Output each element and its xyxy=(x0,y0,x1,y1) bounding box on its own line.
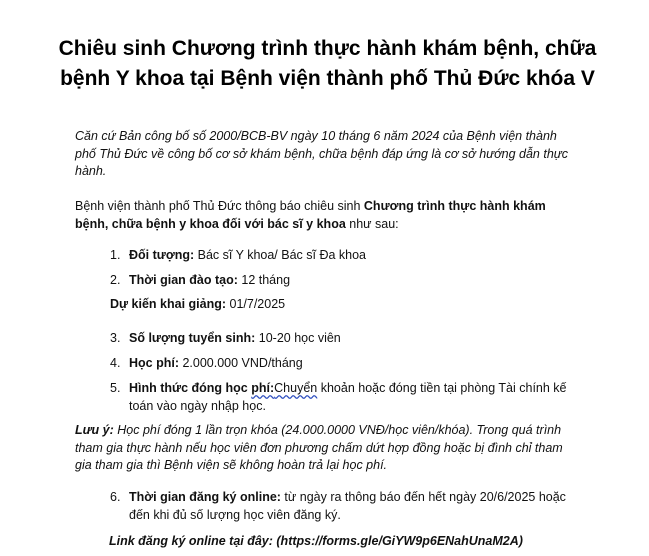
registration-link-line xyxy=(109,533,589,551)
start-date-value: 01/7/2025 xyxy=(226,297,286,311)
note-paragraph xyxy=(75,422,580,475)
item-label: Học phí: xyxy=(129,356,179,370)
item-value: Bác sĩ Y khoa/ Bác sĩ Đa khoa xyxy=(194,248,367,262)
list-number: 4. xyxy=(110,356,121,370)
item-value: 12 tháng xyxy=(237,273,291,287)
note-label: Lưu ý: xyxy=(75,423,114,437)
item-value: 10-20 học viên xyxy=(255,331,341,345)
list-item xyxy=(110,355,580,373)
document-title: Chiêu sinh Chương trình thực hành khám bệnh, chữa bệnh Y khoa tại Bệnh viện thành phố Thủ Đức khóa V xyxy=(58,37,597,90)
list-number: 3. xyxy=(110,331,121,345)
item-value: Chuyển khoản hoặc đóng tiền tại phòng Tài chính kế toán vào ngày nhập học. xyxy=(129,381,567,413)
list-item xyxy=(110,489,580,524)
list-number: 6. xyxy=(110,490,121,504)
item-label: Số lượng tuyển sinh: xyxy=(129,331,256,345)
item-label: Thời gian đăng ký online: xyxy=(129,490,281,504)
announcement-paragraph xyxy=(75,198,575,233)
list-item xyxy=(110,330,580,348)
note-text: Học phí đóng 1 lần trọn khóa (24.000.0000 VNĐ/học viên/khóa). Trong quá trình tham gia thực hành nếu học viên đơn phương chấm dứt hợp đồng hoặc bị đình chỉ tham gia tham gia thì Bệnh viện sẽ không hoàn trả lại học phí. xyxy=(75,423,563,472)
item-label: Đối tượng: xyxy=(129,248,195,262)
legal-basis-text: Căn cứ Bản công bố số 2000/BCB-BV ngày 10 tháng 6 năm 2024 của Bệnh viện thành phố Thủ Đức về công bố cơ sở khám bệnh, chữa bệnh đáp ứng là cơ sở hướng dẫn thực hành. xyxy=(75,129,568,178)
list-number: 2. xyxy=(110,273,121,287)
item-value: 2.000.000 VND/tháng xyxy=(179,356,303,370)
announcement-prefix: Bệnh viện thành phố Thủ Đức thông báo chiêu sinh xyxy=(75,199,364,213)
announcement-suffix: như sau: xyxy=(345,216,399,231)
registration-link-label: Link đăng ký online tại đây: xyxy=(109,534,273,548)
item-label: Thời gian đào tạo: xyxy=(129,273,238,287)
item-label: Hình thức đóng học phí: xyxy=(129,381,275,395)
registration-link-url[interactable]: (https://forms.gle/GiYW9p6ENahUnaM2A) xyxy=(272,534,523,548)
item-value: từ ngày ra thông báo đến hết ngày 20/6/2025 hoặc đến khi đủ số lượng học viên đăng ký. xyxy=(129,490,566,522)
list-item xyxy=(110,380,580,415)
list-number: 1. xyxy=(110,248,121,262)
list-item xyxy=(110,247,580,265)
list-item xyxy=(110,272,580,290)
program-name: Chương trình thực hành khám bệnh, chữa bệnh y khoa đối với bác sĩ y khoa xyxy=(75,199,546,231)
start-date-label: Dự kiến khai giảng: xyxy=(110,297,227,311)
list-number: 5. xyxy=(110,381,121,395)
start-date-line xyxy=(110,296,580,314)
